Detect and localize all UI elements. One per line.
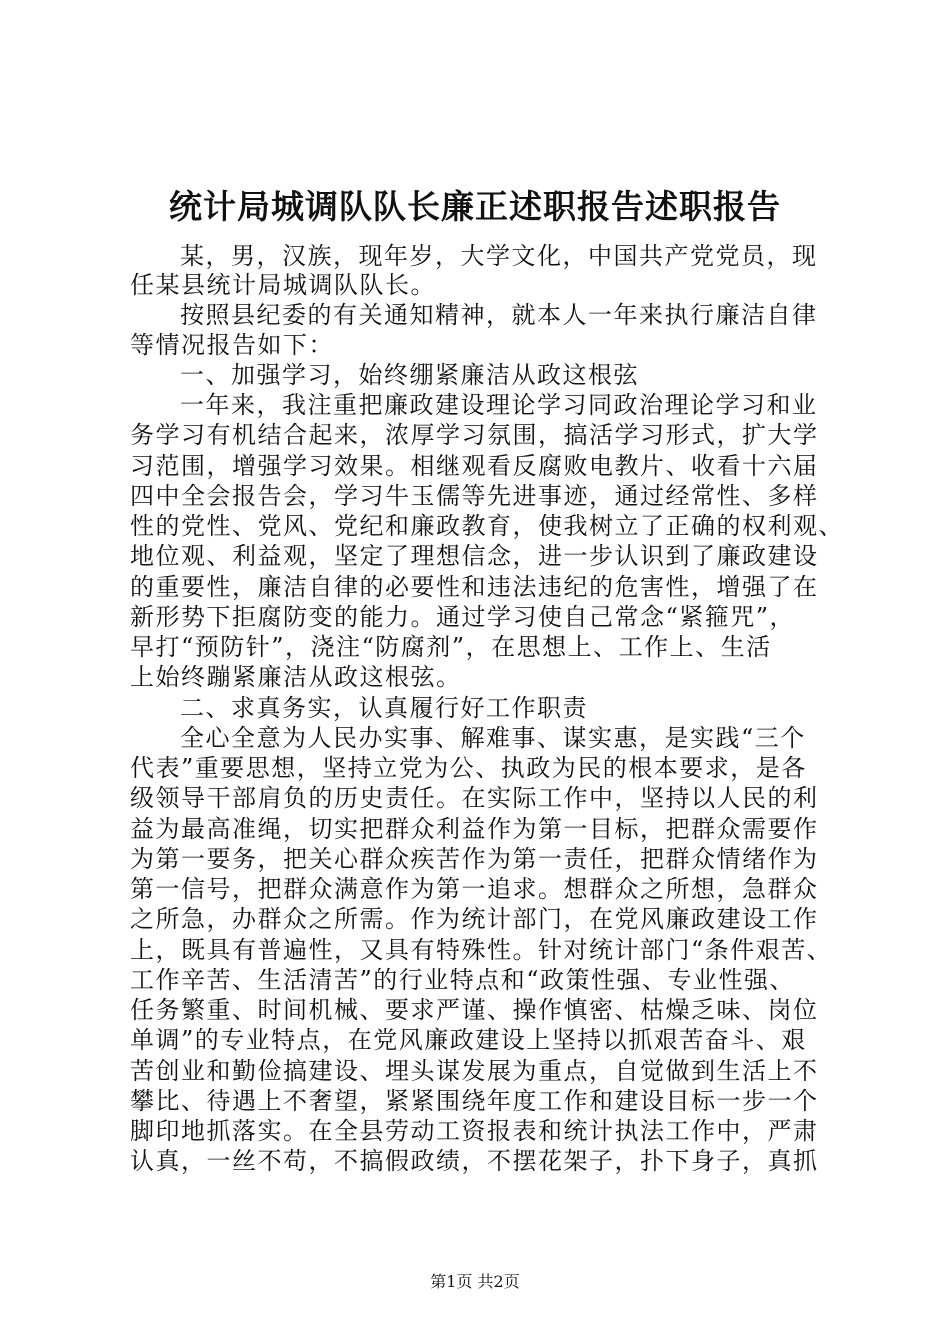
text-line: 任某县统计局城调队队长。	[130, 271, 436, 299]
section-heading: 一、加强学习，始终绷紧廉洁从政这根弦	[180, 361, 639, 389]
text-line: 级领导干部肩负的历史责任。在实际工作中，坚持以人民的利	[130, 784, 819, 812]
text-line: 单调”的专业特点，在党风廉政建设上坚持以抓艰苦奋斗、艰	[130, 1026, 807, 1054]
text-line: 全心全意为人民办实事、解难事、谋实惠，是实践“三个	[180, 724, 806, 752]
text-line: 益为最高准绳，切实把群众利益作为第一目标，把群众需要作	[130, 815, 819, 843]
text-line: 代表”重要思想，坚持立党为公、执政为民的根本要求，是各	[130, 754, 807, 782]
text-line: 性的党性、党风、党纪和廉政教育，使我树立了正确的权利观、	[130, 512, 844, 540]
text-line: 按照县纪委的有关通知精神，就本人一年来执行廉洁自律	[180, 301, 818, 329]
text-line: 一年来，我注重把廉政建设理论学习同政治理论学习和业	[180, 391, 818, 419]
document-title: 统计局城调队队长廉正述职报告述职报告	[169, 187, 781, 226]
text-line: 习范围，增强学习效果。相继观看反腐败电教片、收看十六届	[130, 452, 819, 480]
text-line: 脚印地抓落实。在全县劳动工资报表和统计执法工作中，严肃	[130, 1117, 819, 1145]
page-number: 第1页 共2页	[430, 1272, 520, 1291]
text-line: 工作辛苦、生活清苦”的行业特点和“政策性强、专业性强、	[130, 966, 796, 994]
text-line: 的重要性，廉洁自律的必要性和违法违纪的危害性，增强了在	[130, 573, 819, 601]
text-line: 之所急，办群众之所需。作为统计部门，在党风廉政建设工作	[130, 905, 819, 933]
text-line: 第一信号，把群众满意作为第一追求。想群众之所想，急群众	[130, 875, 819, 903]
text-line: 地位观、利益观，坚定了理想信念，进一步认识到了廉政建设	[130, 542, 819, 570]
section-heading: 二、求真务实，认真履行好工作职责	[180, 694, 588, 722]
text-line: 认真，一丝不苟，不搞假政绩，不摆花架子，扑下身子，真抓	[130, 1147, 819, 1175]
text-line: 为第一要务，把关心群众疾苦作为第一责任，把群众情绪作为	[130, 845, 819, 873]
text-line: 四中全会报告会，学习牛玉儒等先进事迹，通过经常性、多样	[130, 482, 819, 510]
text-line: 上，既具有普遍性，又具有特殊性。针对统计部门“条件艰苦、	[130, 936, 833, 964]
text-line: 新形势下拒腐防变的能力。通过学习使自己常念“紧箍咒”，	[130, 603, 796, 631]
text-line: 任务繁重、时间机械、要求严谨、操作慎密、枯燥乏味、岗位	[130, 996, 819, 1024]
text-line: 务学习有机结合起来，浓厚学习氛围，搞活学习形式，扩大学	[130, 421, 819, 449]
text-line: 苦创业和勤俭搞建设、埋头谋发展为重点，自觉做到生活上不	[130, 1057, 819, 1085]
text-line: 早打“预防针”，浇注“防腐剂”，在思想上、工作上、生活	[130, 633, 772, 661]
text-line: 等情况报告如下：	[130, 331, 334, 359]
text-line: 某，男，汉族，现年岁，大学文化，中国共产党党员，现	[180, 242, 818, 270]
text-line: 上始终蹦紧廉洁从政这根弦。	[130, 663, 462, 691]
text-line: 攀比、待遇上不奢望，紧紧围绕年度工作和建设目标一步一个	[130, 1087, 819, 1115]
